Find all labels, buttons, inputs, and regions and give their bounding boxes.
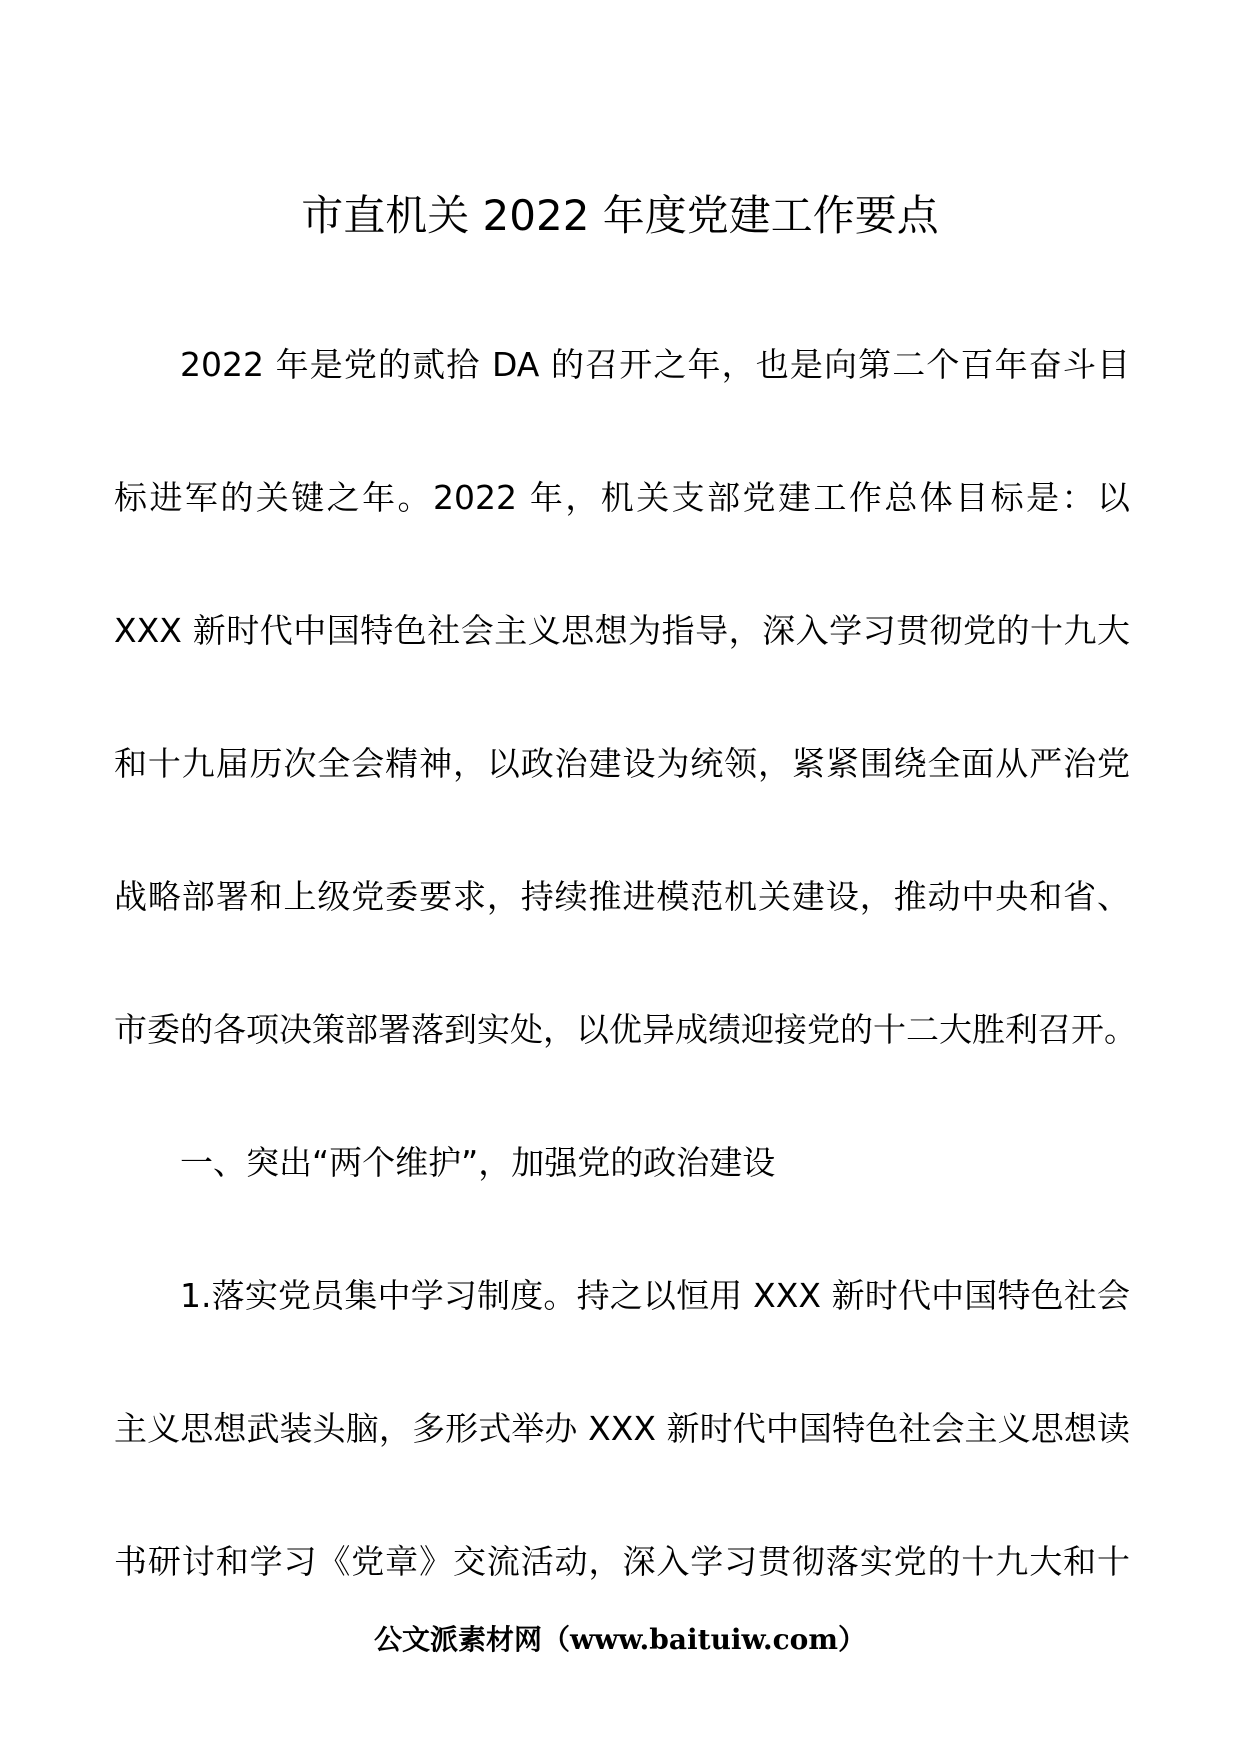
section-heading: 一、突出“两个维护”，加强党的政治建设 [180, 1143, 776, 1182]
paragraph-line: 主义思想武装头脑，多形式举办 XXX 新时代中国特色社会主义思想读 [114, 1409, 1130, 1448]
paragraph-line: 2022 年是党的贰拾 DA 的召开之年，也是向第二个百年奋斗目 [180, 345, 1130, 384]
paragraph-line: 战略部署和上级党委要求，持续推进模范机关建设，推动中央和省、 [114, 877, 1130, 916]
footer-watermark: 公文派素材网（www.baituiw.com） [374, 1623, 866, 1656]
paragraph-line: 书研讨和学习《党章》交流活动，深入学习贯彻落实党的十九大和十 [114, 1542, 1130, 1581]
paragraph-line: XXX 新时代中国特色社会主义思想为指导，深入学习贯彻党的十九大 [114, 611, 1130, 650]
paragraph-line: 1.落实党员集中学习制度。持之以恒用 XXX 新时代中国特色社会 [180, 1276, 1130, 1315]
paragraph-line: 和十九届历次全会精神，以政治建设为统领，紧紧围绕全面从严治党 [114, 744, 1130, 783]
document-title: 市直机关 2022 年度党建工作要点 [301, 191, 939, 240]
paragraph-line: 标进军的关键之年。2022 年，机关支部党建工作总体目标是：以 [114, 478, 1130, 517]
paragraph-line: 市委的各项决策部署落到实处，以优异成绩迎接党的十二大胜利召开。 [114, 1010, 1137, 1049]
